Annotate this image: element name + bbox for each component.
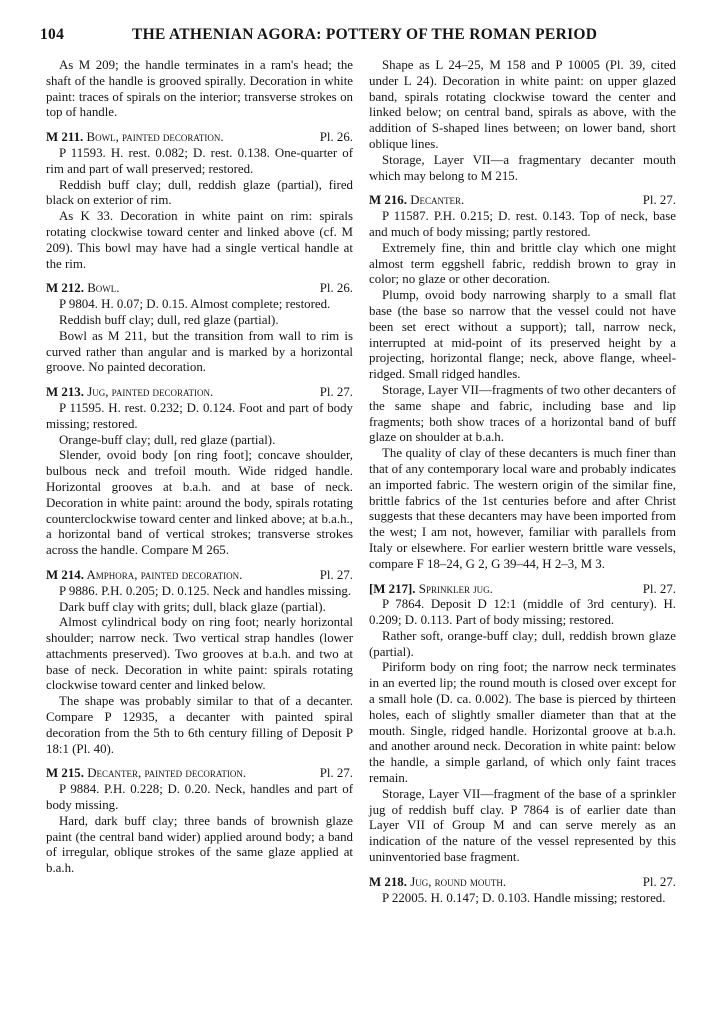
- running-head: [40, 26, 676, 56]
- continued-entry-209: As M 209; the handle terminates in a ram's head; the shaft of the handle is grooved spirally. Decoration in white paint: traces of spirals on the interior; transverse strokes on top of handle.: [46, 58, 353, 120]
- entry-heading-m213: [46, 385, 353, 401]
- entry-paragraph: Storage, Layer VII—a fragmentary decanter mouth which may belong to M 215.: [369, 152, 676, 183]
- entry-heading-m212: [46, 281, 353, 297]
- entry-title: Bowl.: [87, 281, 120, 296]
- entry-paragraph: Plump, ovoid body narrowing sharply to a small flat base (the base so narrow that the vessel could not have been set erect without a support); tall, narrow neck, interrupted at mid-point of its preserved height by a projecting, horizontal flange; neck, above flange, wheel-ridged. Small ridged handles.: [369, 288, 676, 382]
- plate-reference: Pl. 27.: [319, 766, 353, 781]
- catalog-number: M 216.: [369, 193, 407, 208]
- entry-paragraph: P 11593. H. rest. 0.082; D. rest. 0.138. One-quarter of rim and part of wall preserved; restored.: [46, 145, 353, 176]
- entry-paragraph: As K 33. Decoration in white paint on rim: spirals rotating clockwise toward center and linked above (cf. M 209). This bowl may have had a single vertical handle at the rim.: [46, 209, 353, 271]
- plate-reference: Pl. 26.: [319, 281, 353, 296]
- right-column: [369, 58, 676, 906]
- entry-paragraph: Storage, Layer VII—fragments of two other decanters of the same shape and fabric, including base and lip fragments; both show traces of a horizontal band of buff glaze on shoulder at b.a.h.: [369, 382, 676, 445]
- entry-paragraph: Reddish buff clay; dull, red glaze (partial).: [59, 312, 279, 327]
- catalog-number: [M 217].: [369, 581, 416, 596]
- continued-entry-215: Shape as L 24–25, M 158 and P 10005 (Pl. 39, cited under L 24). Decoration in white paint: on upper glazed band, spirals rotating clockwise toward the center and linked below; on central band, spirals as above, with the addition of S-shaped lines between; on lower band, short oblique lines.: [369, 58, 676, 151]
- plate-reference: Pl. 27.: [642, 581, 676, 596]
- entry-paragraph: Piriform body on ring foot; the narrow neck terminates in an everted lip; the round mouth is closed over except for a small hole (D. ca. 0.002). The base is pierced by thirteen holes, each of slightly smaller diameter than that at the mouth. Single, ridged handle. Horizontal groove at b.a.h. and another around neck. Decoration in white paint: below the handle, a simple garland, of which only faint traces remain.: [369, 660, 676, 786]
- entry-heading-m216: [369, 193, 676, 209]
- entry-paragraph: Bowl as M 211, but the transition from wall to rim is curved rather than angular and is marked by a horizontal groove. No painted decoration.: [46, 328, 353, 375]
- catalog-number: M 218.: [369, 874, 407, 889]
- entry-paragraph: Slender, ovoid body [on ring foot]; concave shoulder, bulbous neck and trefoil mouth. Wide ridged handle. Horizontal grooves at b.a.h. and at base of neck. Decoration in white paint: around the body, spirals rotating counterclockwise toward center and linked above; at b.a.h., a horizontal band of vertical strokes; transverse strokes across the handle. Compare M 265.: [46, 448, 353, 558]
- entry-paragraph: P 11587. P.H. 0.215; D. rest. 0.143. Top of neck, base and much of body missing; partly restored.: [369, 209, 676, 239]
- catalog-number: M 215.: [46, 766, 84, 781]
- entry-heading-m211: [46, 130, 353, 146]
- plate-reference: Pl. 27.: [642, 874, 676, 889]
- entry-heading-m217: [369, 582, 676, 598]
- entry-paragraph: P 11595. H. rest. 0.232; D. 0.124. Foot and part of body missing; restored.: [46, 400, 353, 431]
- catalog-number: M 213.: [46, 385, 84, 400]
- plate-reference: Pl. 27.: [642, 193, 676, 208]
- entry-title: Bowl, painted decoration.: [86, 130, 224, 145]
- entry-paragraph: P 9884. P.H. 0.228; D. 0.20. Neck, handles and part of body missing.: [46, 782, 353, 813]
- entry-paragraph: Rather soft, orange-buff clay; dull, reddish brown glaze (partial).: [369, 628, 676, 659]
- entry-title: Jug, painted decoration.: [87, 385, 214, 400]
- entry-heading-m214: [46, 568, 353, 584]
- entry-paragraph: Storage, Layer VII—fragment of the base of a sprinkler jug of reddish buff clay. P 7864 is of earlier date than Layer VII of Group M and can serve merely as an indication of the nature of the vessel represented by this uninventoried base fragment.: [369, 786, 676, 865]
- running-title: THE ATHENIAN AGORA: POTTERY OF THE ROMAN PERIOD: [132, 26, 598, 43]
- entry-title: Jug, round mouth.: [410, 874, 507, 889]
- entry-paragraph: Dark buff clay with grits; dull, black glaze (partial).: [59, 599, 326, 614]
- entry-paragraph: The shape was probably similar to that of a decanter. Compare P 12935, a decanter with painted spiral decoration from the 5th to 6th century filling of Deposit P 18:1 (Pl. 40).: [46, 694, 353, 756]
- entry-paragraph: P 7864. Deposit D 12:1 (middle of 3rd century). H. 0.209; D. 0.113. Part of body missing; restored.: [369, 597, 676, 628]
- entry-paragraph: P 22005. H. 0.147; D. 0.103. Handle missing; restored.: [382, 890, 666, 905]
- entry-paragraph: Reddish buff clay; dull, reddish glaze (partial), fired black on exterior of rim.: [46, 177, 353, 208]
- catalog-number: M 214.: [46, 567, 84, 582]
- entry-paragraph: Orange-buff clay; dull, red glaze (partial).: [59, 432, 276, 447]
- entry-paragraph: Hard, dark buff clay; three bands of brownish glaze paint (the central band wider) applied around body; a band of irregular, oblique strokes of the same glaze applied at b.a.h.: [46, 813, 353, 876]
- entry-title: Sprinkler jug.: [418, 581, 493, 596]
- catalog-number: M 211.: [46, 130, 84, 145]
- plate-reference: Pl. 27.: [319, 385, 353, 400]
- entry-paragraph: The quality of clay of these decanters is much finer than that of any contemporary local ware and probably indicates an imported fabric. The western origin of the similar fine, brittle fabrics of the 1st centuries before and after Christ suggests that these decanters may have been imported from the west; I am not, however, familiar with parallels from Italy or elsewhere. For earlier western brittle ware vessels, compare F 18–24, G 2, G 39–44, H 2–3, M 3.: [369, 446, 676, 571]
- catalog-number: M 212.: [46, 281, 84, 296]
- entry-title: Amphora, painted decoration.: [86, 567, 243, 582]
- entry-title: Decanter, painted decoration.: [87, 766, 247, 781]
- plate-reference: Pl. 26.: [319, 130, 353, 145]
- left-column: [46, 58, 353, 877]
- entry-heading-m215: [46, 766, 353, 782]
- entry-paragraph: P 9804. H. 0.07; D. 0.15. Almost complete; restored.: [59, 297, 331, 312]
- entry-paragraph: Almost cylindrical body on ring foot; nearly horizontal shoulder; narrow neck. Two vertical strap handles (lower attachments preserved). Two grooves at b.a.h. and two at base of neck. Decoration in white paint: spirals rotating clockwise toward center and linked below.: [46, 615, 353, 693]
- entry-heading-m218: [369, 875, 676, 891]
- plate-reference: Pl. 27.: [319, 567, 353, 582]
- entry-paragraph: P 9886. P.H. 0.205; D. 0.125. Neck and handles missing.: [59, 583, 352, 598]
- entry-title: Decanter.: [410, 193, 465, 208]
- entry-paragraph: Extremely fine, thin and brittle clay which one might almost term eggshell fabric, reddish brown to gray in color; no glaze or other decoration.: [369, 240, 676, 287]
- page-number: 104: [40, 26, 65, 43]
